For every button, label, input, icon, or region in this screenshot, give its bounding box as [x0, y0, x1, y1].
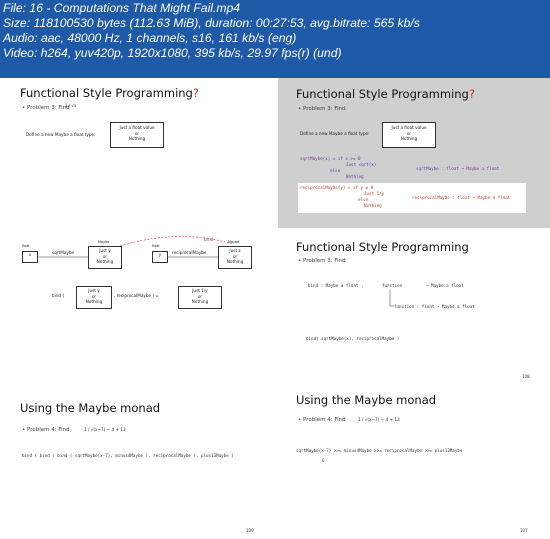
- box-line: Nothing: [400, 136, 418, 141]
- code-line: else: [358, 197, 369, 202]
- problem-bullet: • Problem 3: Find: [298, 106, 346, 112]
- box-line: Just y: [99, 248, 111, 253]
- function-label: reciprocalMaybe: [172, 250, 207, 255]
- maybe-box: [110, 122, 164, 148]
- problem-bullet: • Problem 3: Find: [298, 258, 346, 264]
- slide-title: Functional Style Programming: [296, 240, 469, 254]
- type-label: float: [152, 244, 160, 248]
- slide-4: [278, 232, 550, 384]
- maybe-box: [178, 286, 222, 309]
- bind-chain: bind ( bind ( bind ( sqrtMaybe(x-7), minus4Maybe ), reciprocalMaybe ), plus13Maybe ): [22, 453, 234, 458]
- code-line: Nothing: [364, 203, 382, 208]
- video-line: Video: h264, yuv420p, 1920x1080, 395 kb/s, 29.97 fps(r) (und): [3, 46, 342, 60]
- box-line: Nothing: [85, 299, 103, 304]
- page-number: 107: [520, 528, 528, 533]
- type-label: Maybe: [98, 240, 110, 244]
- box-line: Just a float value: [391, 125, 427, 130]
- box-line: Nothing: [96, 259, 114, 264]
- size-line: Size: 118100530 bytes (112.63 MiB), duration: 00:27:53, avg.bitrate: 565 kb/s: [3, 16, 420, 30]
- code-line: else: [330, 168, 341, 173]
- box-line: or: [91, 293, 97, 299]
- bind-open: bind (: [52, 293, 65, 298]
- signature: reciprocalMaybe : float → Maybe a float: [412, 195, 511, 200]
- maybe-box: [76, 286, 112, 309]
- expression: 1 / √(x−7) − 4 + 13: [358, 417, 400, 422]
- audio-line: Audio: aac, 48000 Hz, 1 channels, s16, 161 kb/s (eng): [3, 31, 297, 45]
- maybe-box: [88, 246, 122, 269]
- slide-5: [0, 386, 272, 539]
- title-qmark: ?: [192, 86, 199, 100]
- problem-bullet: • Problem 3: Find: [22, 105, 70, 111]
- box-line: Just y: [88, 288, 100, 293]
- box-line: or: [134, 130, 140, 136]
- file-info-header: [0, 0, 550, 78]
- bind-mid: , reciprocalMaybe ) =: [114, 293, 159, 298]
- arrow-type: → Maybe a float: [426, 283, 464, 288]
- slide-title: [296, 87, 475, 101]
- title-qmark: ?: [468, 87, 475, 101]
- page-number: 108: [522, 374, 530, 379]
- page-number: 109: [246, 528, 254, 533]
- input-box: x: [22, 251, 38, 263]
- monad-chain: sqrtMaybe(x-7) >>= minus4Maybe >>= reciprocalMaybe >>= plus13Maybe: [296, 448, 463, 453]
- slide-title: Using the Maybe monad: [296, 393, 437, 407]
- slide-6: [278, 386, 550, 539]
- slide-title: [20, 86, 199, 100]
- type-label: float: [22, 244, 30, 248]
- function-label: sqrtMaybe: [52, 250, 75, 255]
- define-text: Define a new Maybe a float type:: [26, 132, 96, 137]
- define-text: Define a new Maybe a float type:: [300, 131, 370, 136]
- slide-1: [0, 78, 272, 228]
- maybe-box: [218, 246, 252, 269]
- function-signature: function : float → Maybe a float: [394, 304, 475, 309]
- fraction: 1 / √x: [65, 103, 77, 108]
- code-line: Just sqrt(x): [346, 162, 377, 167]
- problem-bullet: • Problem 4: Find: [22, 427, 70, 433]
- slide-3: [0, 232, 272, 382]
- code-line: sqrtMaybe(x) = if x >= 0: [300, 156, 361, 161]
- box-line: or: [102, 253, 108, 259]
- box-line: or: [197, 293, 203, 299]
- bind-call: bind( sqrtMaybe(x), reciprocalMaybe ): [306, 336, 400, 341]
- title-text: Functional Style Programming: [20, 86, 193, 100]
- expression: 1 / √(x−7) − 4 + 13: [84, 427, 126, 432]
- code-line: reciprocalMaybe(y) = if y ≠ 0: [300, 185, 374, 190]
- problem-bullet: • Problem 4: Find: [298, 417, 346, 423]
- maybe-box: [382, 122, 436, 148]
- box-line: Nothing: [128, 136, 146, 141]
- underscript: 6: [322, 458, 325, 463]
- file-line: File: 16 - Computations That Might Fail.mp4: [3, 1, 241, 15]
- bind-signature: bind : Maybe a float ,: [308, 283, 364, 288]
- type-label: Maybe: [228, 240, 240, 244]
- bind-label: bind: [204, 237, 214, 242]
- slide-title: Using the Maybe monad: [20, 401, 161, 415]
- box-line: Just z: [229, 248, 241, 253]
- code-line: Nothing: [346, 174, 364, 179]
- box-line: or: [406, 130, 412, 136]
- code-line: Just 1/y: [364, 191, 385, 196]
- input-box: y: [152, 251, 168, 263]
- signature: sqrtMaybe : float → Maybe a float: [416, 166, 500, 171]
- box-line: or: [232, 253, 238, 259]
- slide-2: [278, 78, 550, 228]
- box-line: Nothing: [191, 299, 209, 304]
- box-line: Just a float value: [119, 125, 155, 130]
- function-word: function: [382, 283, 403, 288]
- title-text: Functional Style Programming: [296, 87, 469, 101]
- box-line: Just 1/y: [192, 288, 208, 293]
- box-line: Nothing: [226, 259, 244, 264]
